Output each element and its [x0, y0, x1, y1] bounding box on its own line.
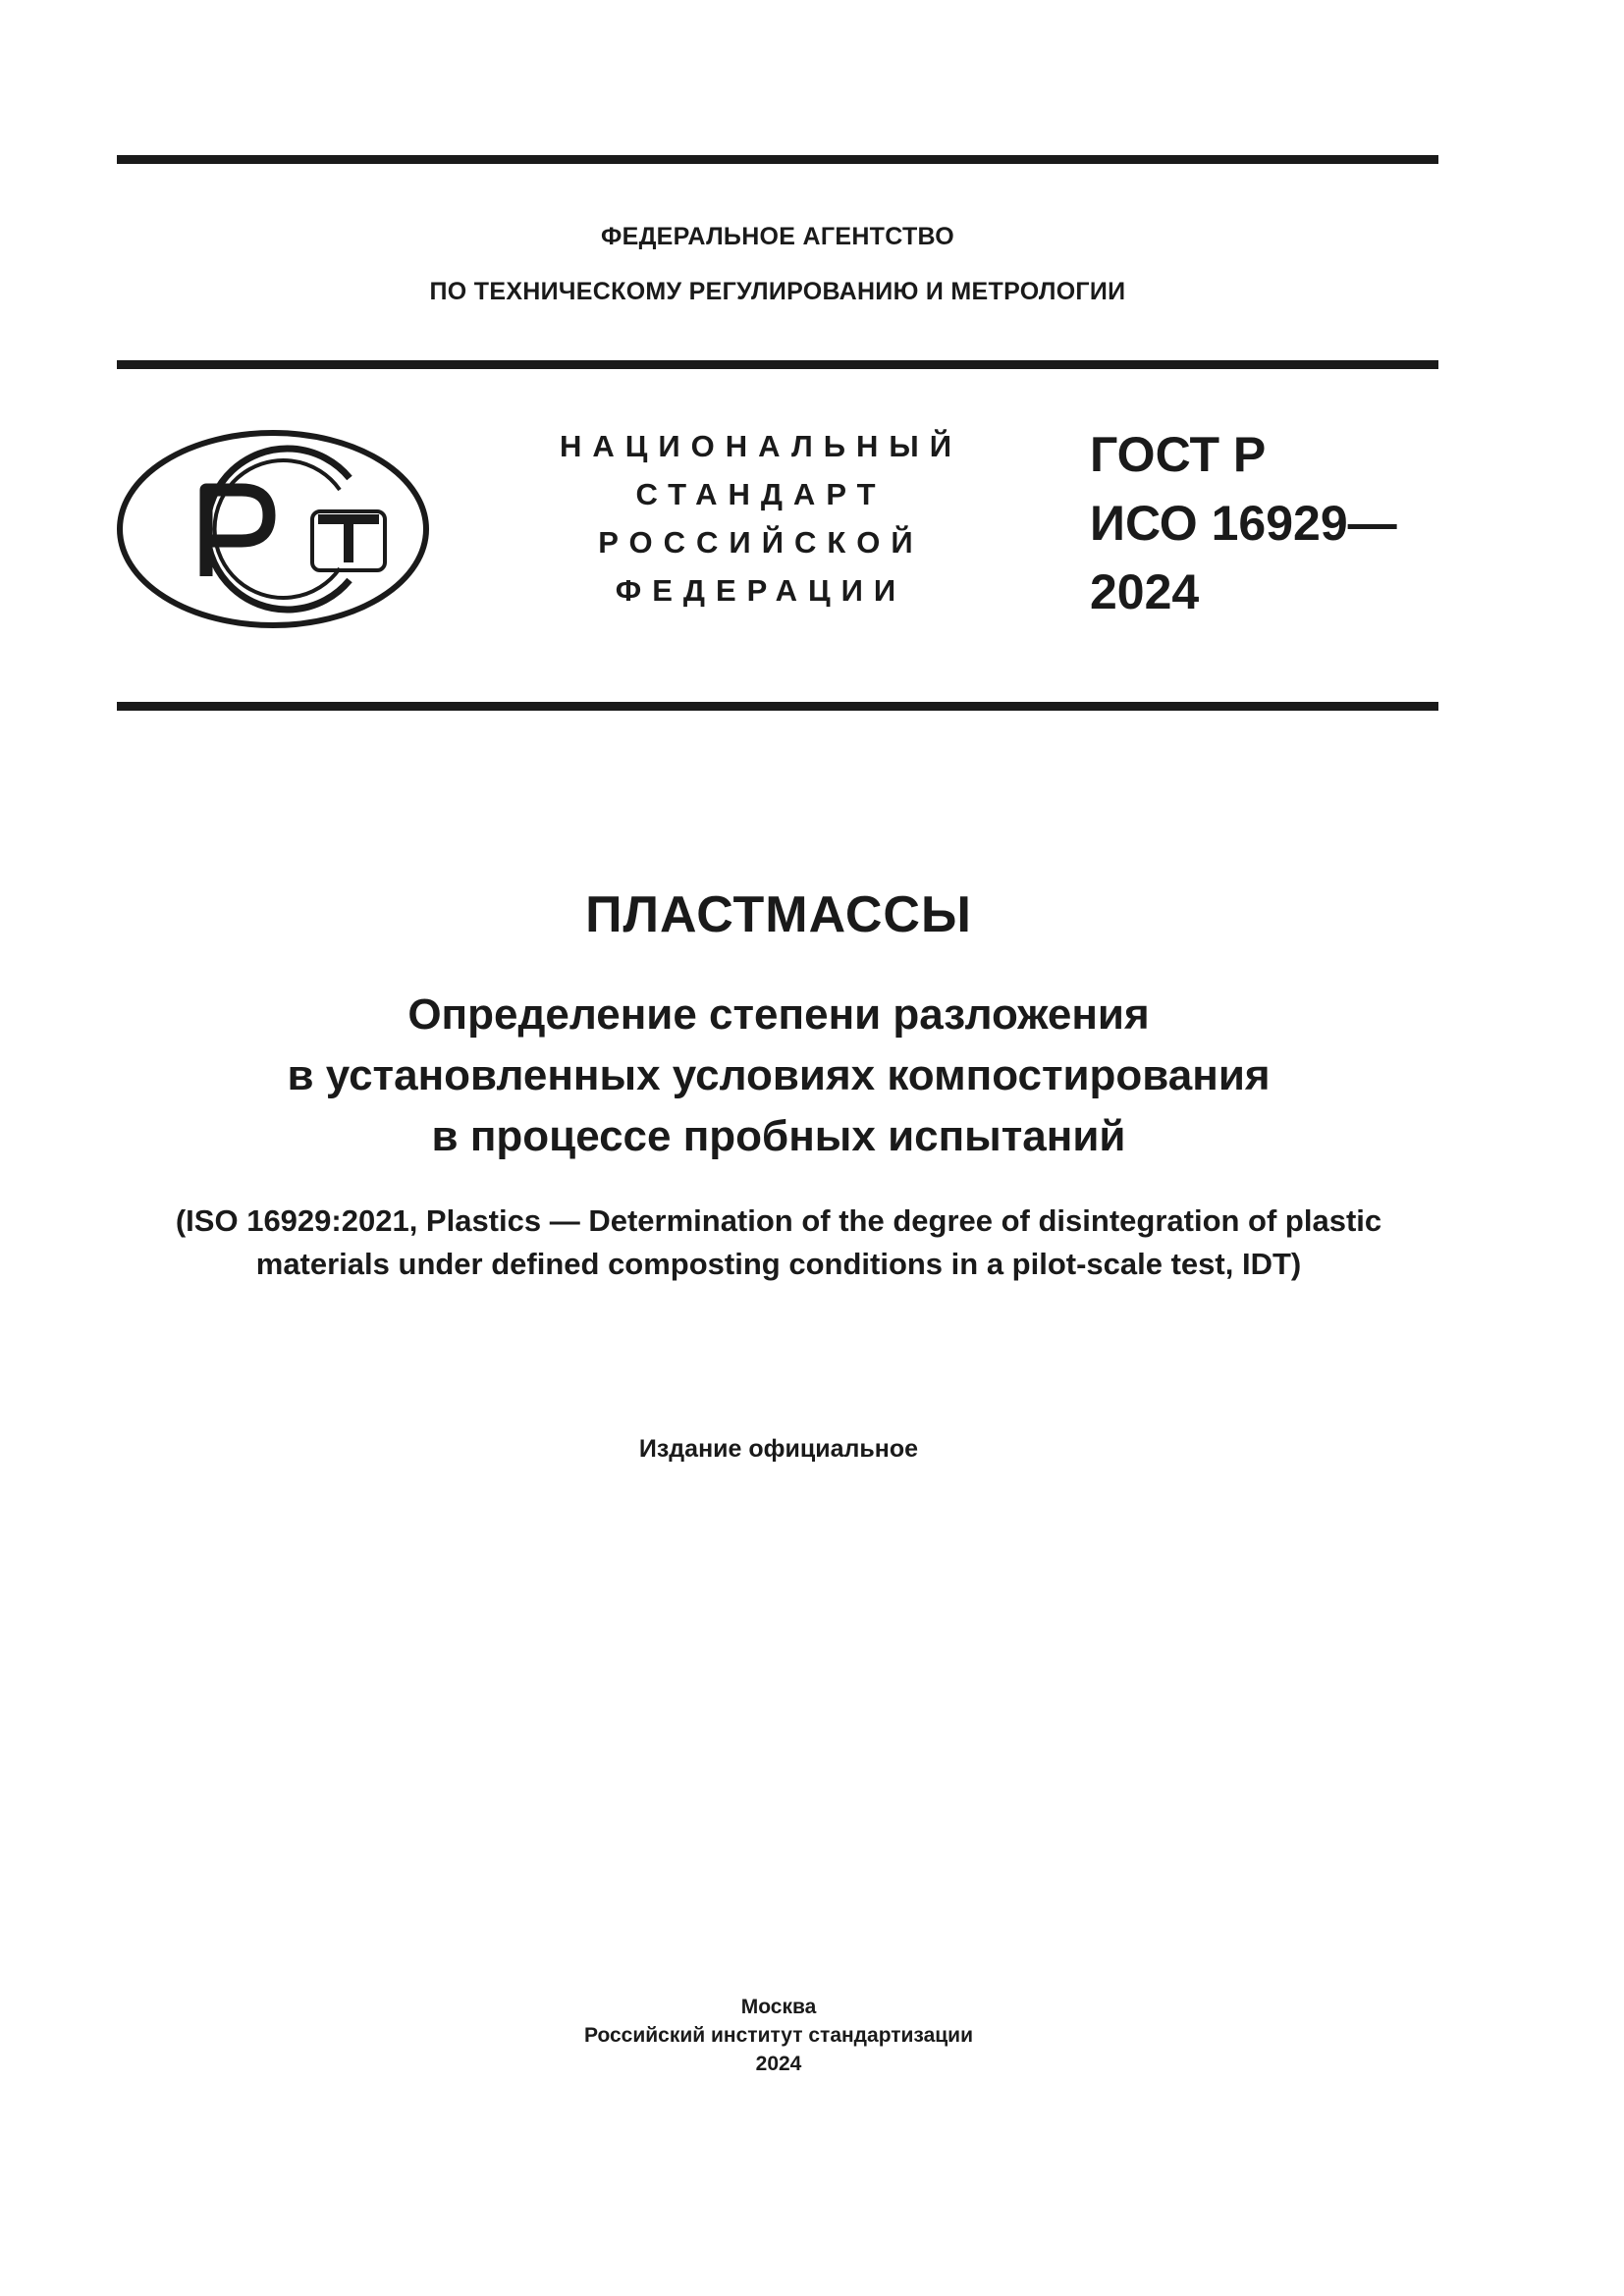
national-standard-line: НАЦИОНАЛЬНЫЙ	[559, 429, 963, 463]
header-bottom-rule	[117, 702, 1438, 711]
subtitle-line: в процессе пробных испытаний	[431, 1112, 1126, 1160]
rst-logo	[116, 429, 430, 629]
national-standard-line: ФЕДЕРАЦИИ	[615, 573, 907, 608]
designation-line: ГОСТ Р	[1090, 427, 1267, 482]
standard-designation	[1090, 420, 1397, 626]
iso-reference	[0, 1200, 1557, 1286]
imprint-year: 2024	[755, 2053, 802, 2075]
logo-letter-t	[318, 519, 379, 562]
imprint	[0, 1993, 1557, 2078]
edition-label: Издание официальное	[638, 1435, 919, 1463]
top-rule	[117, 155, 1438, 164]
imprint-publisher: Российский институт стандартизации	[583, 2024, 974, 2047]
main-title: ПЛАСТМАССЫ	[585, 886, 972, 943]
iso-reference-line: materials under defined composting conditions in a pilot-scale test, IDT)	[255, 1247, 1302, 1281]
subtitle-line: в установленных условиях компостирования	[287, 1051, 1271, 1099]
national-standard-label	[545, 422, 977, 614]
logo-letter-c	[207, 449, 350, 610]
subtitle-line: Определение степени разложения	[407, 990, 1150, 1039]
national-standard-line: РОССИЙСКОЙ	[598, 525, 924, 560]
iso-reference-line: (ISO 16929:2021, Plastics — Determination of the degree of disintegration of plastic	[175, 1203, 1382, 1238]
designation-line: ИСО 16929—	[1090, 496, 1397, 551]
agency-line-2: ПО ТЕХНИЧЕСКОМУ РЕГУЛИРОВАНИЮ И МЕТРОЛОГИИ	[429, 278, 1126, 305]
subtitle	[0, 985, 1557, 1167]
national-standard-line: СТАНДАРТ	[635, 477, 887, 511]
imprint-city: Москва	[740, 1996, 817, 2018]
designation-line: 2024	[1090, 564, 1200, 619]
agency-rule	[117, 360, 1438, 369]
agency-line-1: ФЕДЕРАЛЬНОЕ АГЕНТСТВО	[600, 223, 955, 250]
